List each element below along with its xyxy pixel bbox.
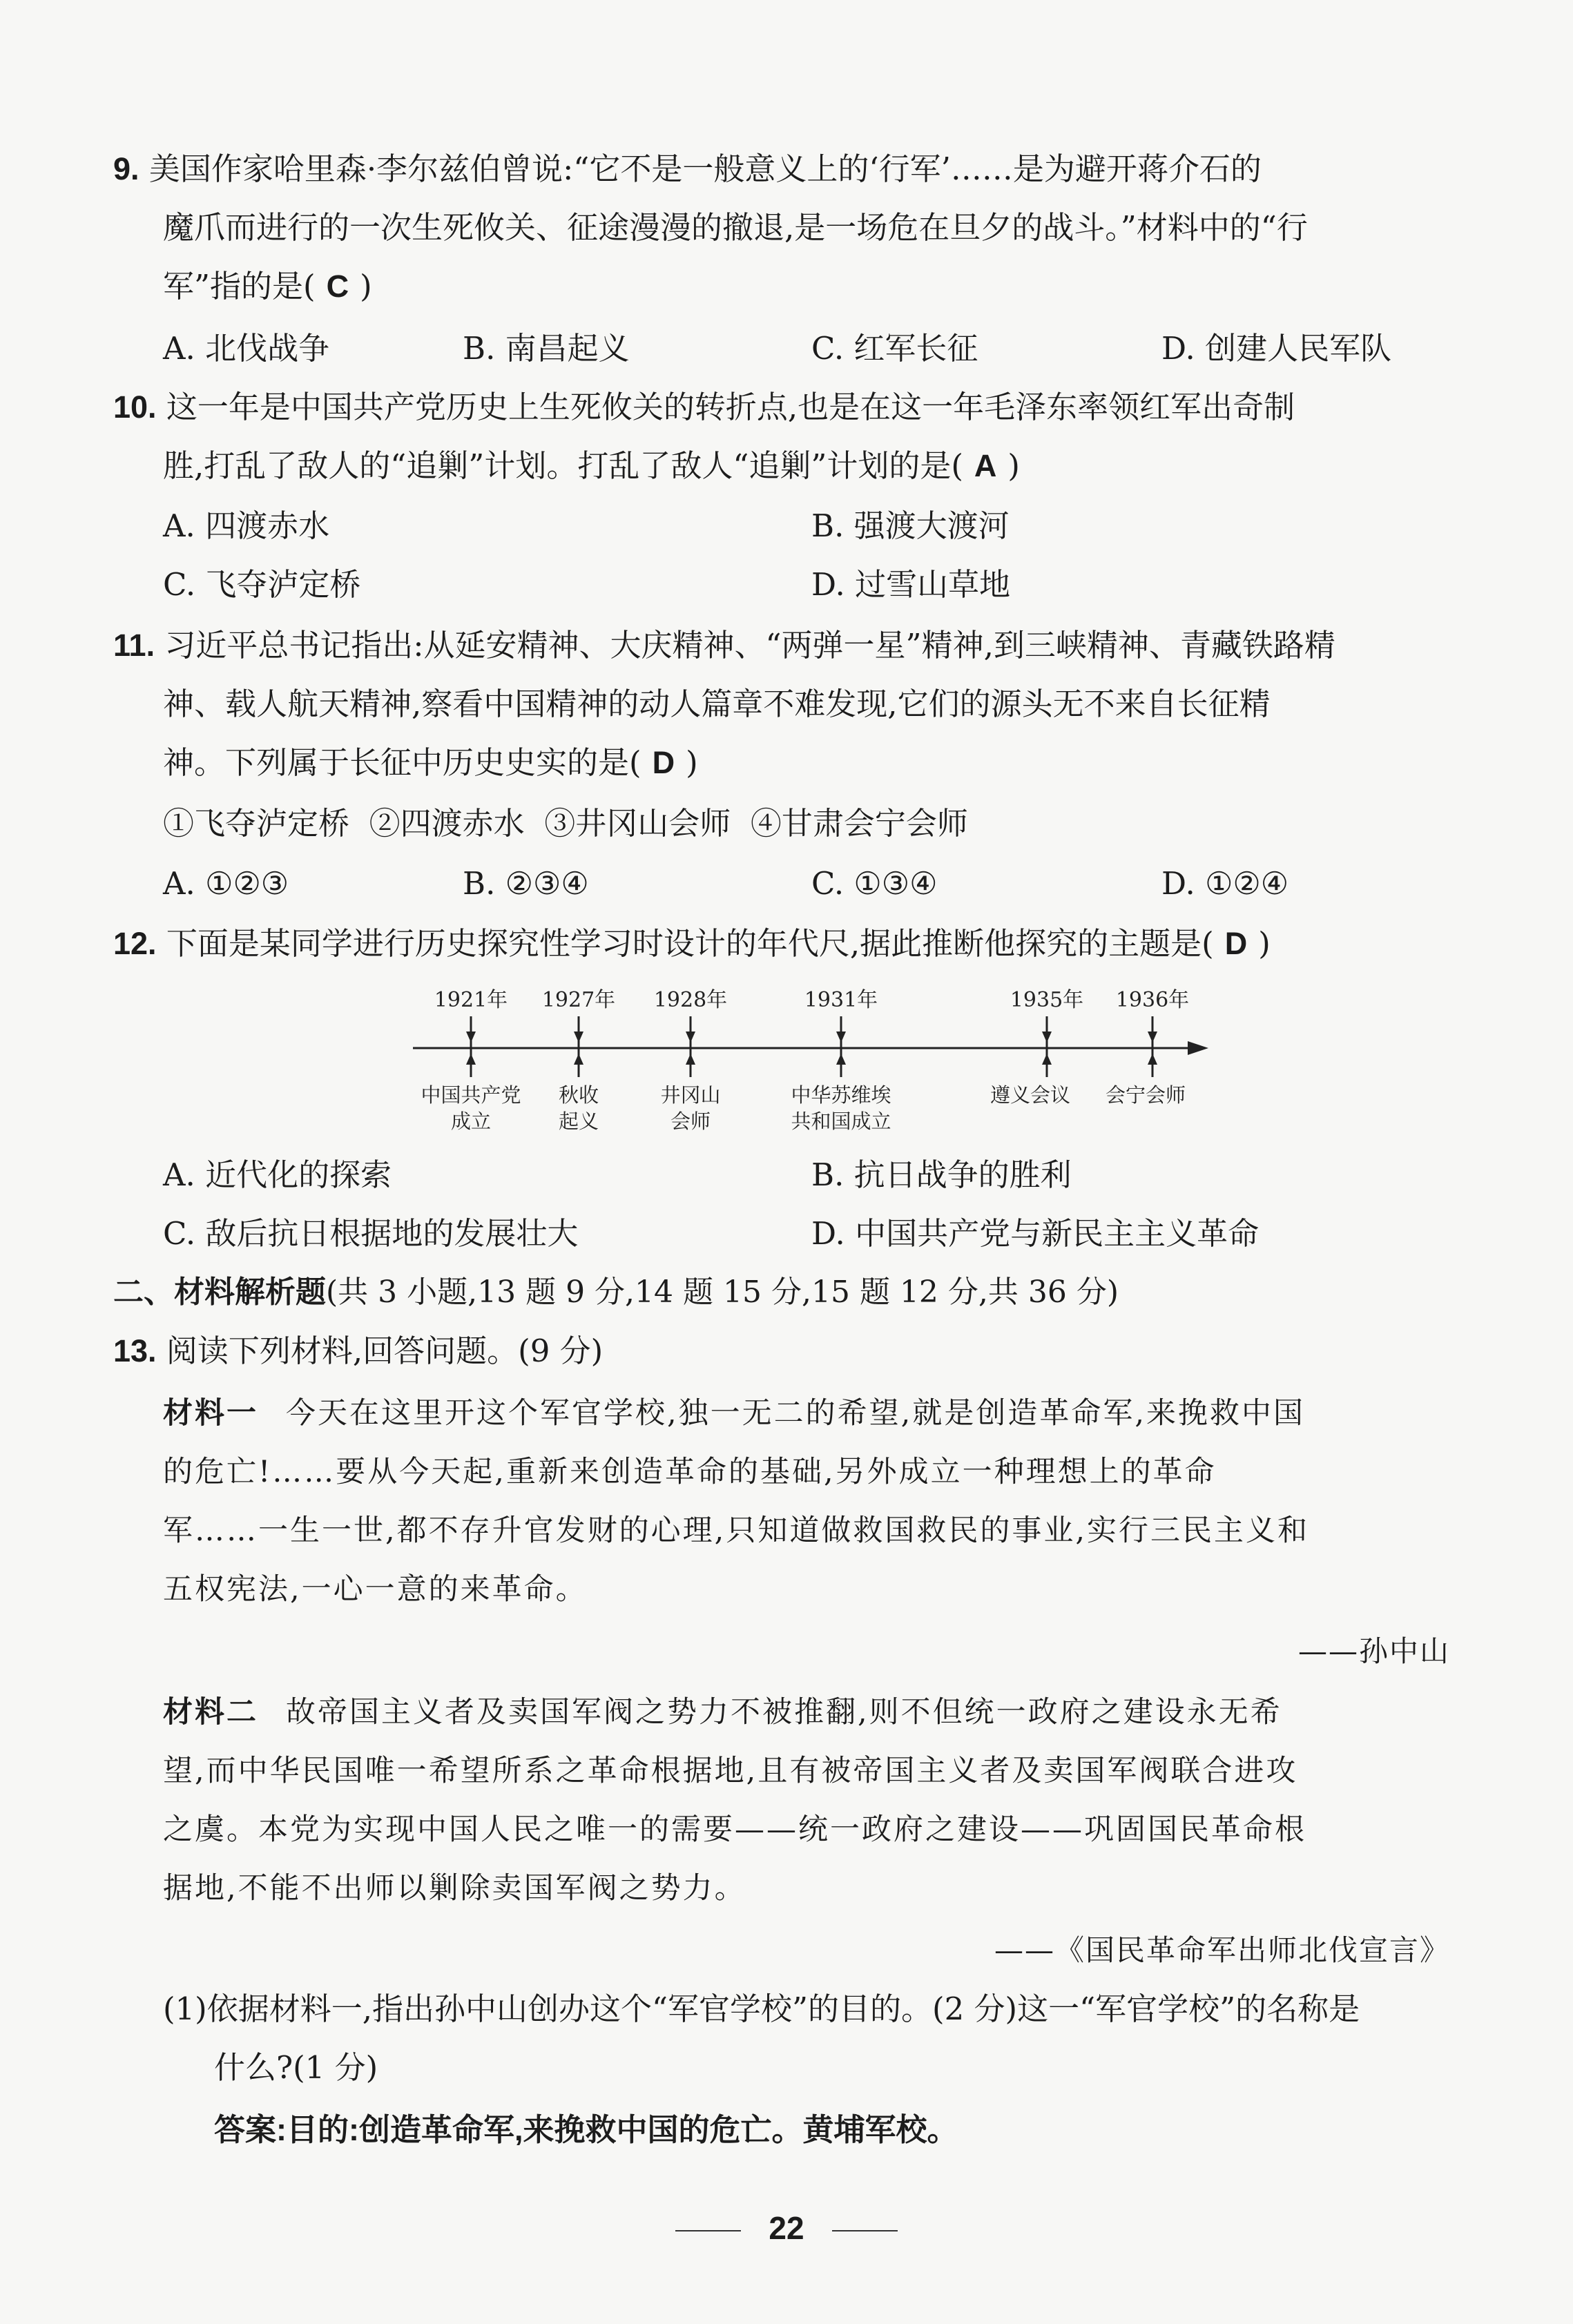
timeline-tick-arrow-down (466, 1032, 476, 1043)
q9-option-b: B. 南昌起义 (463, 330, 630, 367)
q10-option-b: B. 强渡大渡河 (811, 507, 1010, 544)
material-2-source: ——《国民革命军出师北伐宣言》 (994, 1933, 1450, 1967)
q9-close: ) (360, 268, 372, 304)
timeline-arrow-head (1188, 1041, 1208, 1055)
q11-line-3 (163, 742, 698, 784)
material-2-label: 材料二 (163, 1696, 258, 1729)
timeline-event-label: 中华苏维埃 (791, 1083, 891, 1107)
q11-number: 11. (113, 628, 155, 663)
timeline-tick-arrow-down (1148, 1032, 1157, 1043)
q11-line-1 (113, 625, 1335, 666)
material-1-text-1: 今天在这里开这个军官学校,独一无二的希望,就是创造革命军,来挽救中国 (286, 1396, 1306, 1431)
timeline-year-label: 1935年 (1010, 988, 1084, 1012)
q10-answer: A (974, 448, 997, 483)
q9-answer: C (326, 269, 349, 304)
timeline-event-label: 会师 (670, 1110, 711, 1133)
q11-option-c: C. ①③④ (811, 865, 938, 902)
q10-text-1: 这一年是中国共产党历史上生死攸关的转折点,也是在这一年毛泽东率领红军出奇制 (166, 389, 1295, 425)
q10-option-c: C. 飞夺泸定桥 (163, 566, 361, 603)
timeline-event-label: 中国共产党 (421, 1083, 521, 1107)
q10-close: ) (1007, 447, 1020, 484)
timeline-marks (421, 988, 1189, 1133)
q10-option-d: D. 过雪山草地 (811, 566, 1011, 603)
timeline-tick-arrow-down (1042, 1032, 1052, 1043)
material-1-source: ——孙中山 (1297, 1634, 1450, 1668)
q9-text-3: 军”指的是( (163, 268, 316, 304)
q12-option-d: D. 中国共产党与新民主主义革命 (811, 1215, 1260, 1252)
timeline-tick-arrow-up (1042, 1054, 1052, 1065)
q13-sub1-line-1: (1)依据材料一,指出孙中山创办这个“军官学校”的目的。(2 分)这一“军官学校”的名称是 (163, 1991, 1360, 2027)
timeline-event-label: 成立 (450, 1110, 492, 1133)
q11-items: ①飞夺泸定桥 ②四渡赤水 ③井冈山会师 ④甘肃会宁会师 (163, 805, 968, 842)
q10-number: 10. (113, 389, 157, 425)
q12-answer: D (1224, 926, 1248, 961)
q13-sub1-line-2: 什么?(1 分) (214, 2049, 378, 2086)
timeline-year-label: 1927年 (541, 988, 616, 1012)
timeline-event-label: 遵义会议 (990, 1083, 1071, 1107)
material-2-text-1: 故帝国主义者及卖国军阀之势力不被推翻,则不但统一政府之建设永无希 (286, 1695, 1282, 1730)
timeline-event-label: 会宁会师 (1105, 1083, 1186, 1107)
footer-dash-left (675, 2230, 741, 2231)
material-1-line-1 (163, 1393, 1305, 1434)
q12-text-1: 下面是某同学进行历史探究性学习时设计的年代尺,据此推断他探究的主题是( (166, 925, 1214, 962)
timeline-year-label: 1936年 (1115, 988, 1190, 1012)
section-2-heading (113, 1272, 1119, 1313)
q10-text-2: 胜,打乱了敌人的“追剿”计划。打乱了敌人“追剿”计划的是( (163, 447, 963, 484)
q9-line-3 (163, 266, 372, 307)
material-1-label: 材料一 (163, 1397, 258, 1430)
q12-close: ) (1258, 925, 1271, 962)
q13-number: 13. (113, 1333, 157, 1368)
timeline-year-label: 1928年 (653, 988, 728, 1012)
timeline-tick-arrow-down (836, 1032, 846, 1043)
material-2-line-1 (163, 1692, 1282, 1733)
material-2-line-3: 之虞。本党为实现中国人民之唯一的需要——统一政府之建设——巩固国民革命根 (163, 1812, 1306, 1847)
timeline-event-label: 井冈山 (660, 1083, 721, 1107)
timeline-tick-arrow-up (686, 1054, 695, 1065)
timeline-tick-arrow-up (466, 1054, 476, 1065)
q11-option-b: B. ②③④ (463, 865, 589, 902)
q11-line-2: 神、载人航天精神,察看中国精神的动人篇章不难发现,它们的源头无不来自长征精 (163, 686, 1271, 722)
q11-close: ) (686, 744, 698, 781)
material-1-line-4: 五权宪法,一心一意的来革命。 (163, 1572, 588, 1607)
timeline-tick-arrow-down (686, 1032, 695, 1043)
timeline-event-label: 秋收 (558, 1083, 599, 1107)
q13-prompt-line (113, 1330, 603, 1372)
q11-option-a: A. ①②③ (163, 865, 289, 902)
section-2-detail: (共 3 小题,13 题 9 分,14 题 15 分,15 题 12 分,共 36 分) (326, 1275, 1119, 1310)
section-2-title: 二、材料解析题 (113, 1275, 326, 1309)
timeline-tick-arrow-down (574, 1032, 583, 1043)
material-2-line-4: 据地,不能不出师以剿除卖国军阀之势力。 (163, 1871, 746, 1906)
page-number-footer (0, 2209, 1573, 2247)
q12-line-1 (113, 923, 1271, 965)
material-1-line-2: 的危亡!……要从今天起,重新来创造革命的基础,另外成立一种理想上的革命 (163, 1455, 1217, 1489)
q12-option-c: C. 敌后抗日根据地的发展壮大 (163, 1215, 579, 1252)
q9-number: 9. (113, 151, 139, 186)
q11-option-d: D. ①②④ (1161, 865, 1289, 902)
q11-answer: D (652, 745, 675, 780)
q12-number: 12. (113, 926, 157, 961)
q9-option-d: D. 创建人民军队 (1161, 330, 1392, 367)
q9-line-1 (113, 148, 1262, 190)
q10-option-a: A. 四渡赤水 (163, 507, 330, 544)
page-number: 22 (769, 2210, 804, 2246)
material-2-line-2: 望,而中华民国唯一希望所系之革命根据地,且有被帝国主义者及卖国军阀联合进攻 (163, 1754, 1298, 1788)
footer-dash-right (832, 2230, 898, 2231)
timeline-tick-arrow-up (836, 1054, 846, 1065)
q12-option-b: B. 抗日战争的胜利 (811, 1156, 1072, 1193)
timeline-tick-arrow-up (574, 1054, 583, 1065)
q9-option-c: C. 红军长征 (811, 330, 978, 367)
timeline-event-label: 共和国成立 (791, 1110, 891, 1133)
q9-text-1: 美国作家哈里森·李尔兹伯曾说:“它不是一般意义上的‘行军’……是为避开蒋介石的 (148, 151, 1262, 187)
material-1-line-3: 军……一生一世,都不存升官发财的心理,只知道做救国救民的事业,实行三民主义和 (163, 1513, 1310, 1548)
q11-text-1: 习近平总书记指出:从延安精神、大庆精神、“两弹一星”精神,到三峡精神、青藏铁路精 (164, 627, 1335, 664)
timeline-tick-arrow-up (1148, 1054, 1157, 1065)
timeline-event-label: 起义 (558, 1110, 599, 1133)
q13-prompt: 阅读下列材料,回答问题。(9 分) (166, 1333, 604, 1369)
q12-timeline (387, 974, 1215, 1153)
q12-option-a: A. 近代化的探索 (163, 1156, 392, 1193)
q13-sub1-answer: 答案:目的:创造革命军,来挽救中国的危亡。黄埔军校。 (214, 2112, 958, 2147)
timeline-year-label: 1931年 (804, 988, 878, 1012)
timeline-year-label: 1921年 (434, 988, 508, 1012)
q11-text-3: 神。下列属于长征中历史史实的是( (163, 744, 641, 781)
q9-line-2: 魔爪而进行的一次生死攸关、征途漫漫的撤退,是一场危在旦夕的战斗。”材料中的“行 (163, 209, 1308, 246)
q10-line-2 (163, 445, 1020, 487)
q10-line-1 (113, 387, 1295, 428)
q9-option-a: A. 北伐战争 (163, 330, 330, 367)
